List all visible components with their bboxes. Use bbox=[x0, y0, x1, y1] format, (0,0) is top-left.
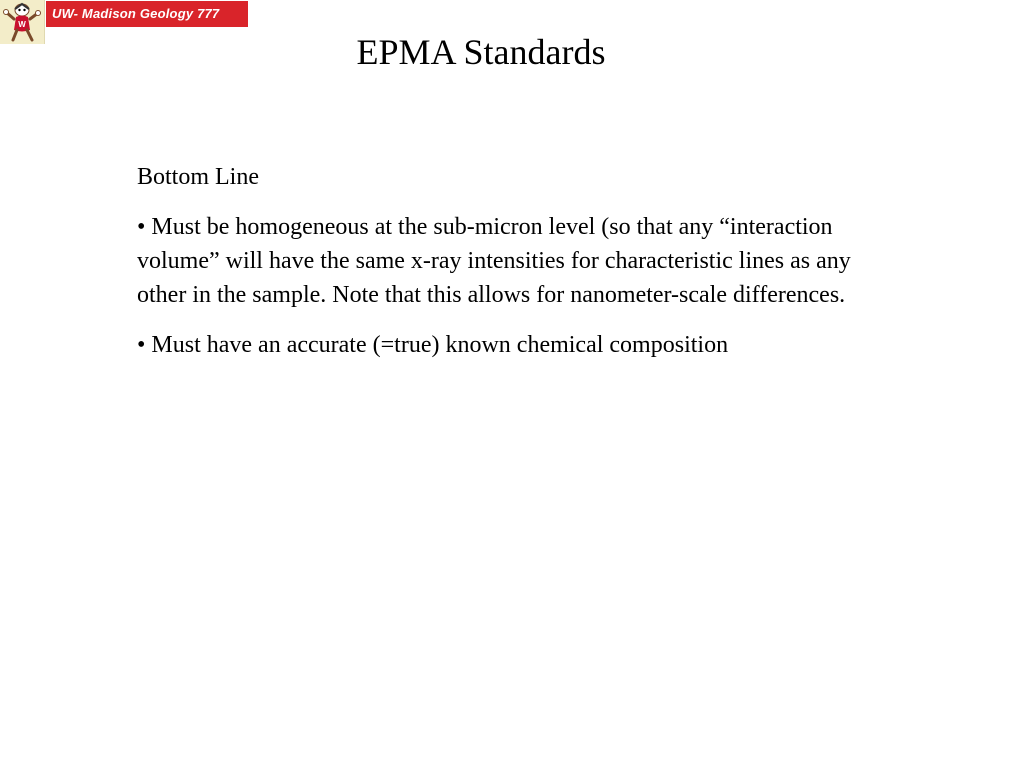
bullet-item: • Must be homogeneous at the sub-micron level (so that any “interaction volume” will have the same x-ray intensities for characteristic lines as any other in the sample. Note that this allows for nanometer-scale differences. bbox=[137, 214, 851, 308]
course-banner: UW- Madison Geology 777 bbox=[46, 1, 248, 27]
slide-body bbox=[137, 160, 857, 378]
section-heading: Bottom Line bbox=[137, 164, 259, 190]
svg-text:W: W bbox=[18, 20, 26, 29]
bullet-item: • Must have an accurate (=true) known chemical composition bbox=[137, 332, 729, 358]
slide-title: EPMA Standards bbox=[356, 32, 606, 72]
